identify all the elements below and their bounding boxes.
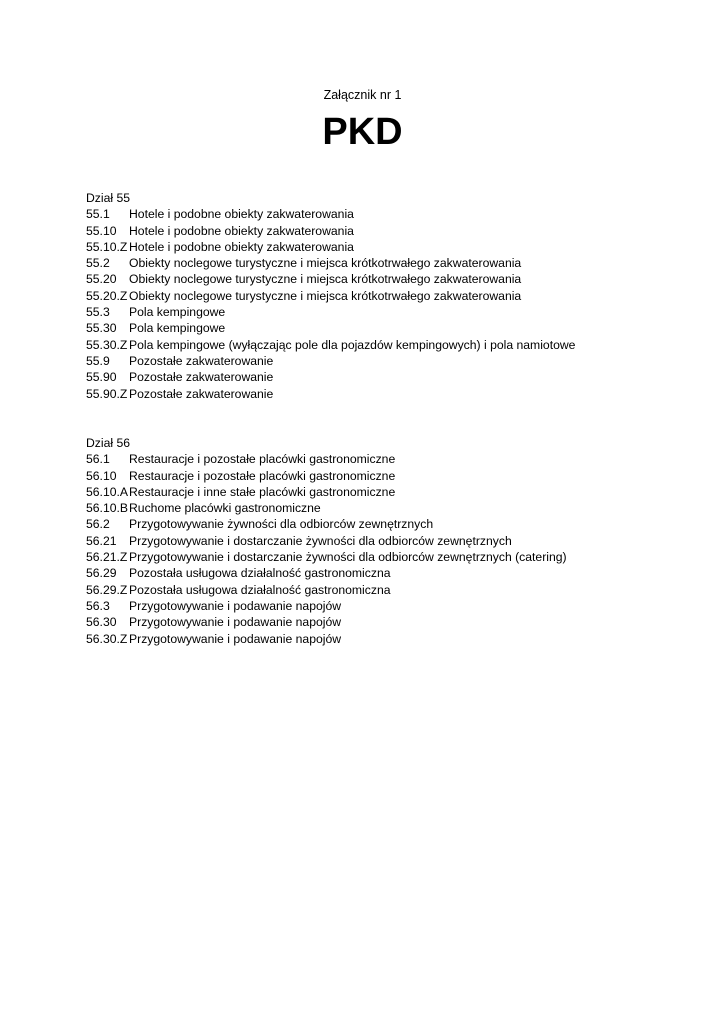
pkd-code: 55.3 [86, 305, 110, 320]
pkd-description: Pola kempingowe [129, 305, 226, 320]
pkd-code: 56.21.Z [86, 550, 128, 565]
list-item [86, 582, 646, 598]
pkd-description: Przygotowywanie i podawanie napojów [129, 598, 342, 613]
pkd-code: 55.1 [86, 207, 110, 222]
pkd-code: 55.90.Z [86, 386, 128, 401]
list-item [86, 255, 646, 271]
pkd-description: Pola kempingowe [129, 321, 226, 336]
pkd-code: 56.2 [86, 517, 110, 532]
pkd-code: 56.30 [86, 615, 117, 630]
pkd-description: Hotele i podobne obiekty zakwaterowania [129, 223, 354, 238]
annex-label: Załącznik nr 1 [323, 88, 402, 102]
pkd-code: 55.30.Z [86, 337, 128, 352]
pkd-code: 55.90 [86, 370, 117, 385]
list-item [86, 239, 646, 255]
pkd-code: 56.10 [86, 468, 117, 483]
pkd-description: Obiekty noclegowe turystyczne i miejsca krótkotrwałego zakwaterowania [129, 256, 522, 271]
list-item [86, 223, 646, 239]
list-item [86, 468, 646, 484]
list-item [86, 614, 646, 630]
pkd-description: Obiekty noclegowe turystyczne i miejsca krótkotrwałego zakwaterowania [129, 288, 522, 303]
pkd-code: 55.9 [86, 353, 110, 368]
list-item [86, 451, 646, 467]
pkd-code: 56.21 [86, 533, 117, 548]
section-heading: Dział 56 [86, 436, 131, 450]
pkd-description: Restauracje i pozostałe placówki gastronomiczne [129, 452, 396, 467]
pkd-code: 55.2 [86, 256, 110, 271]
pkd-description: Pozostałe zakwaterowanie [129, 386, 274, 401]
list-item [86, 304, 646, 320]
pkd-description: Restauracje i inne stałe placówki gastronomiczne [129, 484, 396, 499]
list-item [86, 549, 646, 565]
list-item [86, 288, 646, 304]
list-item [86, 484, 646, 500]
pkd-description: Ruchome placówki gastronomiczne [129, 501, 321, 516]
list-item [86, 565, 646, 581]
pkd-description: Pozostała usługowa działalność gastronomiczna [129, 566, 391, 581]
code-list [86, 451, 646, 647]
list-item [86, 516, 646, 532]
pkd-description: Hotele i podobne obiekty zakwaterowania [129, 207, 354, 222]
pkd-code: 55.10 [86, 223, 117, 238]
section-heading: Dział 55 [86, 191, 131, 205]
list-item [86, 337, 646, 353]
code-list [86, 206, 646, 402]
pkd-description: Przygotowywanie i dostarczanie żywności dla odbiorców zewnętrznych [129, 533, 512, 548]
section-dzial-56 [86, 435, 646, 647]
pkd-code: 56.29.Z [86, 582, 128, 597]
pkd-description: Przygotowywanie żywności dla odbiorców zewnętrznych [129, 517, 434, 532]
pkd-code: 56.10.B [86, 501, 129, 516]
list-item [86, 353, 646, 369]
pkd-description: Restauracje i pozostałe placówki gastronomiczne [129, 468, 396, 483]
pkd-description: Przygotowywanie i podawanie napojów [129, 615, 342, 630]
pkd-code: 56.29 [86, 566, 117, 581]
pkd-code: 55.30 [86, 321, 117, 336]
pkd-description: Pozostałe zakwaterowanie [129, 353, 274, 368]
pkd-description: Pola kempingowe (wyłączając pole dla pojazdów kempingowych) i pola namiotowe [129, 337, 576, 352]
pkd-description: Przygotowywanie i dostarczanie żywności dla odbiorców zewnętrznych (catering) [129, 550, 567, 565]
list-item [86, 598, 646, 614]
pkd-description: Pozostała usługowa działalność gastronomiczna [129, 582, 391, 597]
section-dzial-55 [86, 190, 646, 402]
pkd-description: Przygotowywanie i podawanie napojów [129, 631, 342, 646]
pkd-code: 55.20.Z [86, 288, 128, 303]
pkd-code: 55.10.Z [86, 239, 128, 254]
pkd-description: Pozostałe zakwaterowanie [129, 370, 274, 385]
pkd-code: 56.30.Z [86, 631, 128, 646]
pkd-description: Hotele i podobne obiekty zakwaterowania [129, 239, 354, 254]
pkd-code: 56.10.A [86, 484, 129, 499]
list-item [86, 533, 646, 549]
list-item [86, 320, 646, 336]
list-item [86, 631, 646, 647]
pkd-code: 56.3 [86, 598, 110, 613]
list-item [86, 369, 646, 385]
pkd-code: 55.20 [86, 272, 117, 287]
list-item [86, 206, 646, 222]
document-title: PKD [322, 111, 403, 153]
pkd-description: Obiekty noclegowe turystyczne i miejsca krótkotrwałego zakwaterowania [129, 272, 522, 287]
pkd-code: 56.1 [86, 452, 110, 467]
list-item [86, 386, 646, 402]
list-item [86, 500, 646, 516]
list-item [86, 271, 646, 287]
